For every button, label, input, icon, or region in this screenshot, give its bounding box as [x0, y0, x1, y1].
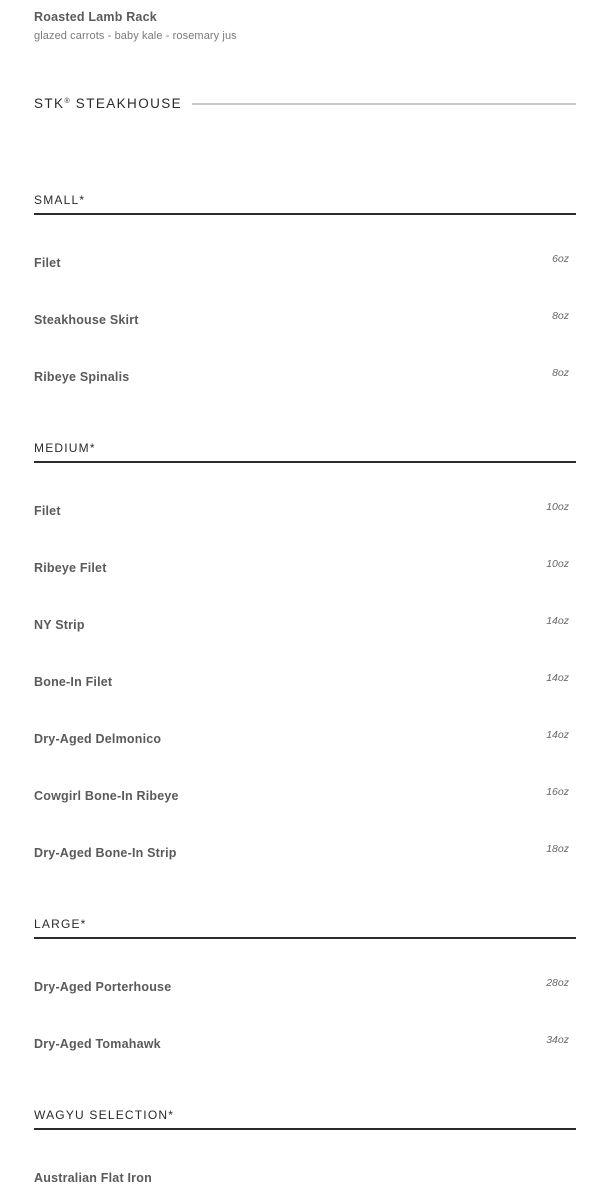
- steak-size: 16oz: [546, 786, 569, 798]
- menu-row: [34, 577, 576, 634]
- section-heading: SMALL*: [34, 193, 576, 215]
- steak-size: 14oz: [546, 729, 569, 741]
- menu-item-roasted-lamb-rack: [34, 10, 237, 42]
- header-divider: [192, 103, 576, 105]
- menu-row: [34, 215, 576, 272]
- menu-row: [34, 634, 576, 691]
- steak-size: 34oz: [546, 1034, 569, 1046]
- section-heading: MEDIUM*: [34, 441, 576, 463]
- steak-name: Cowgirl Bone-In Ribeye: [34, 789, 179, 803]
- steak-name: Dry-Aged Tomahawk: [34, 1037, 161, 1051]
- steak-name: Ribeye Spinalis: [34, 370, 130, 384]
- steak-name: Steakhouse Skirt: [34, 313, 139, 327]
- steak-name: Australian Flat Iron: [34, 1171, 152, 1185]
- steak-size: 8oz: [552, 367, 569, 379]
- registered-mark: ®: [64, 98, 70, 105]
- menu-row: [34, 520, 576, 577]
- section-heading: WAGYU SELECTION*: [34, 1108, 576, 1130]
- steak-name: Dry-Aged Porterhouse: [34, 980, 172, 994]
- steakhouse-title: STK® STEAKHOUSE: [34, 96, 183, 111]
- steak-size: 10oz: [546, 558, 569, 570]
- steak-size: 14oz: [546, 672, 569, 684]
- section-small: [34, 193, 576, 386]
- menu-row: [34, 939, 576, 996]
- menu-row: [34, 272, 576, 329]
- menu-row: [34, 1130, 576, 1187]
- steak-name: Dry-Aged Bone-In Strip: [34, 846, 177, 860]
- section-wagyu: [34, 1108, 576, 1187]
- steak-size: 18oz: [546, 843, 569, 855]
- steak-name: Bone-In Filet: [34, 675, 113, 689]
- steakhouse-section-header: [34, 96, 576, 111]
- menu-row: [34, 329, 576, 386]
- steak-name: Ribeye Filet: [34, 561, 107, 575]
- steak-name: Dry-Aged Delmonico: [34, 732, 162, 746]
- section-medium: [34, 441, 576, 862]
- section-large: [34, 917, 576, 1053]
- steak-size: 8oz: [552, 310, 569, 322]
- menu-item-description: glazed carrots - baby kale - rosemary jus: [34, 30, 237, 42]
- steak-size: 14oz: [546, 615, 569, 627]
- menu-item-name: Roasted Lamb Rack: [34, 10, 157, 24]
- steak-name: NY Strip: [34, 618, 85, 632]
- menu-row: [34, 463, 576, 520]
- menu-row: [34, 691, 576, 748]
- section-heading: LARGE*: [34, 917, 576, 939]
- steak-name: Filet: [34, 256, 61, 270]
- steak-size: 28oz: [546, 977, 569, 989]
- menu-row: [34, 996, 576, 1053]
- steak-size: 6oz: [552, 253, 569, 265]
- steak-size: 10oz: [546, 501, 569, 513]
- menu-row: [34, 748, 576, 805]
- steak-name: Filet: [34, 504, 61, 518]
- menu-row: [34, 805, 576, 862]
